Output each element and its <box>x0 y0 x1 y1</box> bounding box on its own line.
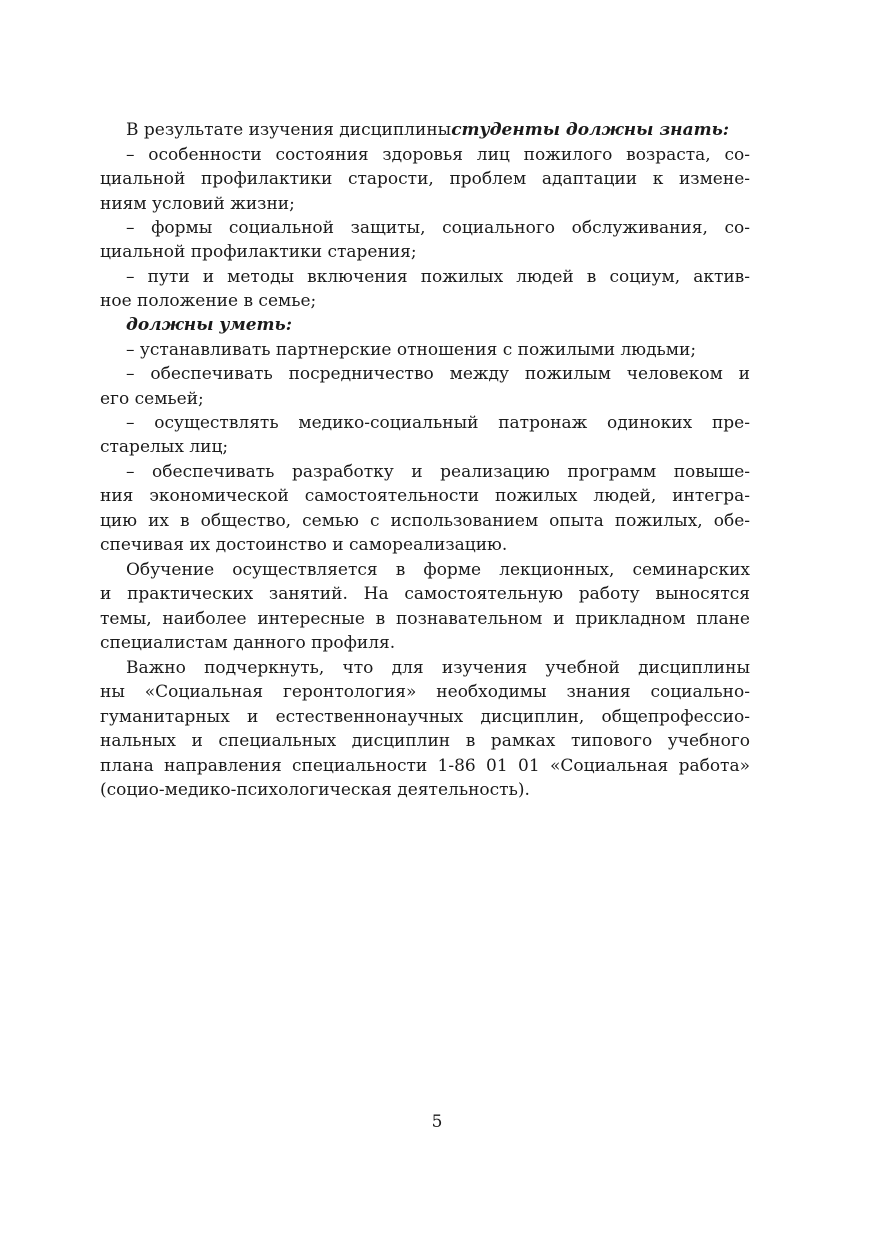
line-text: и практических занятий. На самостоятельную работу выносятся <box>100 584 750 604</box>
line-text: – формы социальной защиты, социального обслуживания, со- <box>126 218 750 238</box>
line-text: ния экономической самостоятельности пожилых людей, интегра- <box>100 486 750 506</box>
line-text: В результате изучения дисциплины <box>126 120 452 140</box>
line-text: плана направления специальности 1-86 01 01 «Социальная работа» <box>100 756 750 776</box>
line-text: старелых лиц; <box>100 437 229 457</box>
page-number: 5 <box>431 1112 443 1132</box>
line-text: – обеспечивать посредничество между пожилым человеком и <box>126 364 750 384</box>
line-text: ное положение в семье; <box>100 291 317 311</box>
line-text: темы, наиболее интересные в познавательном и прикладном плане <box>100 609 750 629</box>
line-text: (социо-медико-психологическая деятельность). <box>100 780 530 800</box>
line-text: циальной профилактики старения; <box>100 242 417 262</box>
emphasized-text: студенты должны знать: <box>451 120 730 140</box>
line-text: его семьей; <box>100 389 204 409</box>
line-text: – осуществлять медико-социальный патронаж одиноких пре- <box>126 413 750 433</box>
line-text: ны «Социальная геронтология» необходимы знания социально- <box>100 682 750 702</box>
line-text: – особенности состояния здоровья лиц пожилого возраста, со- <box>126 145 750 165</box>
line-text: – обеспечивать разработку и реализацию программ повыше- <box>126 462 750 482</box>
line-text: ниям условий жизни; <box>100 194 295 214</box>
line-text: специалистам данного профиля. <box>100 633 396 653</box>
line-text: Обучение осуществляется в форме лекционных, семинарских <box>126 560 750 580</box>
line-text: – устанавливать партнерские отношения с пожилыми людьми; <box>126 340 697 360</box>
line-text: Важно подчеркнуть, что для изучения учебной дисциплины <box>126 658 750 678</box>
line-text: – пути и методы включения пожилых людей в социум, актив- <box>126 267 750 287</box>
line-text: гуманитарных и естественнонаучных дисциплин, общепрофессио- <box>100 707 750 727</box>
line-text: цию их в общество, семью с использованием опыта пожилых, обе- <box>100 511 750 531</box>
line-text: циальной профилактики старости, проблем адаптации к измене- <box>100 169 750 189</box>
line-text: нальных и специальных дисциплин в рамках типового учебного <box>100 731 750 751</box>
line-text: спечивая их достоинство и самореализацию. <box>100 535 508 555</box>
emphasized-text: должны уметь: <box>126 315 293 335</box>
